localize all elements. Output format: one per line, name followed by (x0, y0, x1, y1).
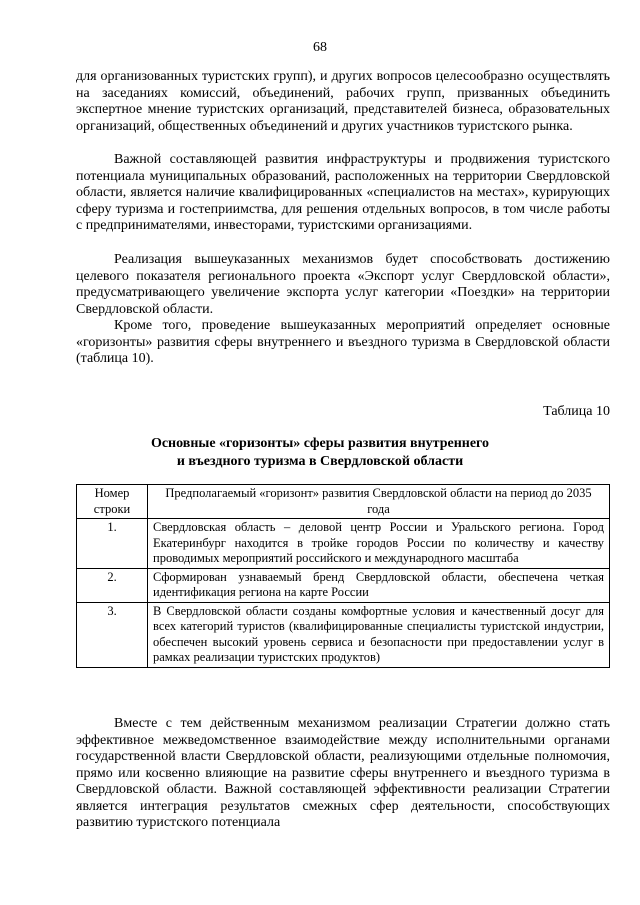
header-row-number: Номер строки (77, 485, 148, 519)
row-number: 3. (77, 602, 148, 667)
row-text: Сформирован узнаваемый бренд Свердловской области, обеспечена четкая идентификация региона на карте России (148, 568, 610, 602)
paragraph-4: Кроме того, проведение вышеуказанных мероприятий определяет основные «горизонты» развития сферы внутреннего и въездного туризма в Свердловской области (таблица 10). (76, 318, 610, 366)
table-label: Таблица 10 (543, 404, 610, 419)
table-header-row (77, 485, 610, 519)
row-number: 1. (77, 519, 148, 569)
header-horizon: Предполагаемый «горизонт» развития Свердловской области на период до 2035 года (148, 485, 610, 519)
table-title-line-1: Основные «горизонты» сферы развития внутреннего (150, 436, 490, 451)
paragraph-5: Вместе с тем действенным механизмом реализации Стратегии должно стать эффективное межведомственное взаимодействие между исполнительными органами государственной власти Свердловской области, реализующими отдельные полномочия, прямо или косвенно влияющие на развитие сферы внутреннего и въездного туризма в Свердловской области. Важной составляющей эффективности реализации Стратегии является интеграция результатов смежных сфер деятельности, способствующих развитию туристского потенциала (76, 716, 610, 830)
paragraph-1: для организованных туристских групп), и других вопросов целесообразно осуществлять на заседаниях комиссий, объединений, рабочих групп, призванных объединить экспертное мнение туристских организаций, представителей бизнеса, образовательных организаций, общественных объединений и других участников туристского рынка. (76, 69, 610, 134)
paragraph-3: Реализация вышеуказанных механизмов будет способствовать достижению целевого показателя регионального проекта «Экспорт услуг Свердловской области», предусматривающего увеличение экспорта услуг категории «Поездки» на территории Свердловской области. (76, 252, 610, 317)
table-row (77, 568, 610, 602)
table-row (77, 602, 610, 667)
horizons-table (76, 484, 610, 668)
table-title-line-2: и въездного туризма в Свердловской области (176, 454, 464, 469)
table-title (0, 435, 640, 471)
paragraph-2: Важной составляющей развития инфраструктуры и продвижения туристского потенциала муниципальных образований, расположенных на территории Свердловской области, является наличие квалифицированных «специалистов на местах», курирующих сферу туризма и гостеприимства, для решения отдельных вопросов, в том числе работы с предпринимателями, инвесторами, туристскими организациями. (76, 152, 610, 233)
page-number: 68 (313, 40, 327, 55)
row-number: 2. (77, 568, 148, 602)
row-text: Свердловская область – деловой центр России и Уральского региона. Город Екатеринбург находится в тройке городов России по количеству и качеству проводимых мероприятий российского и международного масштаба (148, 519, 610, 569)
row-text: В Свердловской области созданы комфортные условия и качественный досуг для всех категорий туристов (квалифицированные специалисты туристской индустрии, обеспечен высокий уровень сервиса и безопасности при предоставлении услуг в рамках реализации туристских продуктов) (148, 602, 610, 667)
table-row (77, 519, 610, 569)
